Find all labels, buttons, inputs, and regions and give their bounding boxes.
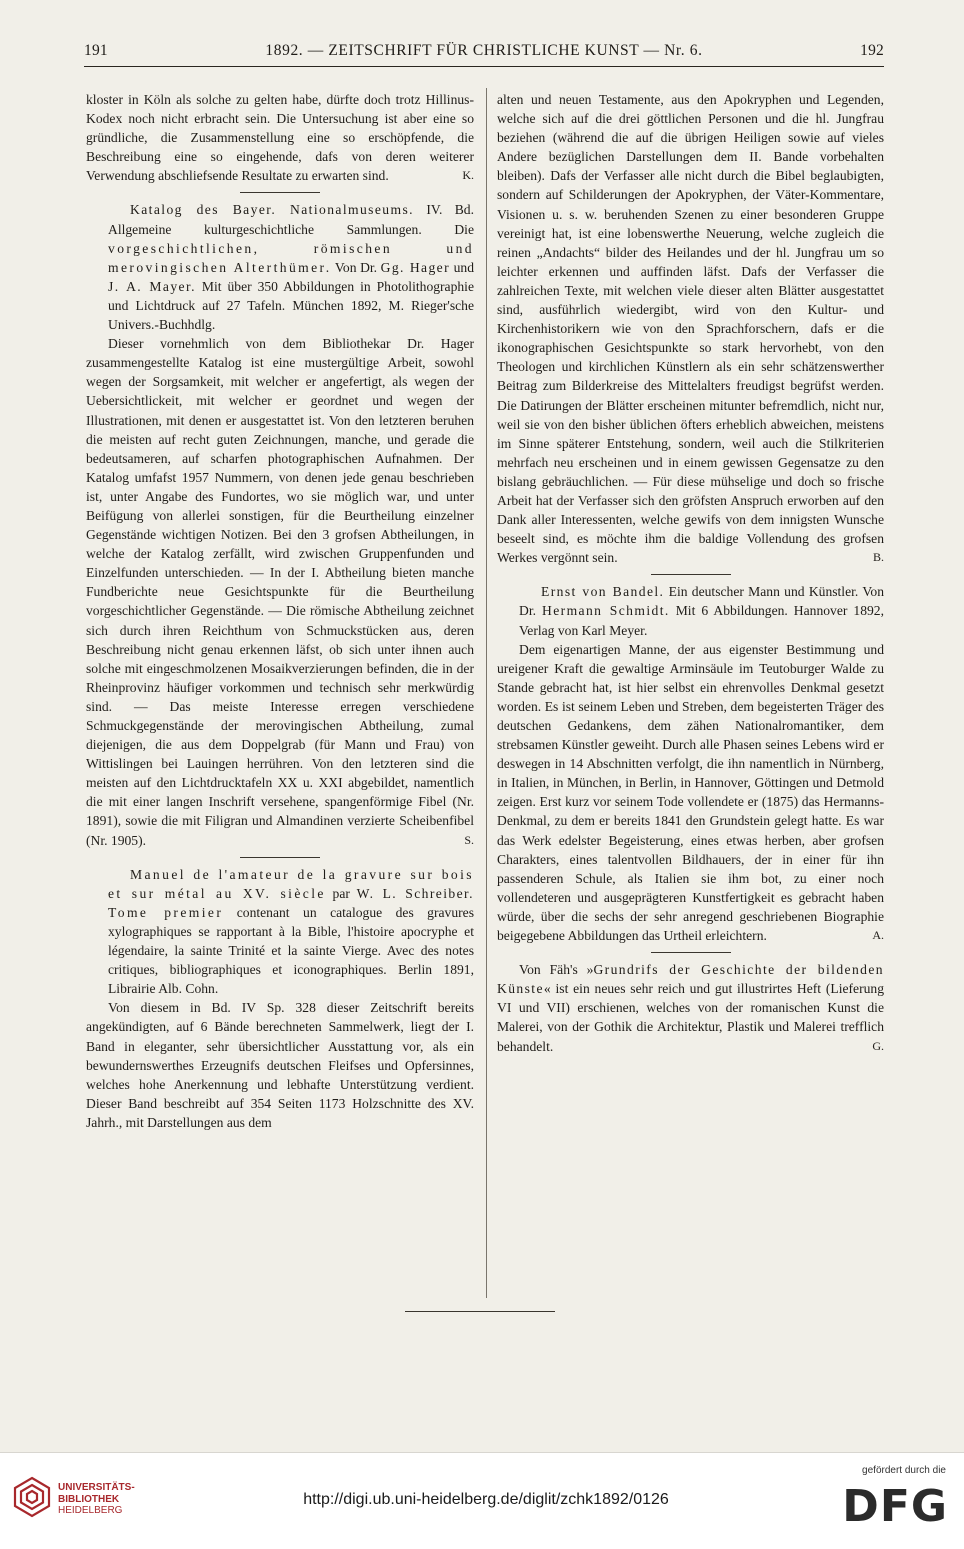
review-body-bandel: Dem eigenartigen Manne, der aus eigenster Bestimmung und ureigener Kraft die gewaltige Arminsäule im Teutoburger Walde zu Stande gebracht hat, ist hier selbst ein ehrenvolles Denkmal gesetzt worden. Es ist seinem Leben und Streben, dem begeisterten Träger des deutschen Gedankens, dem zähen Nationalromantiker, dem strebsamen Künstler geweiht. Durch alle Phasen seines Lebens wird er deswegen in 14 Abschnitten verfolgt, die ihn namentlich in Nürnberg, in Italien, in München, in Berlin, in Hannover, Göttingen und Detmold zeigen. Erst kurz vor seinem Tode vollendete er (1875) das Hermanns-Denkmal, zu dem er bereits 1841 den Grundstein gelegt hatte. Es war das Werk edelster Begeisterung, eines etwas herben, aber grofsen Charakters, eines talentvollen Bildhauers, der in einer für ihn passenderen Schule, als Italien sie ihm bot, zu einer noch vollendeteren und ausgeprägteren Kunstfertigkeit es gebracht haben würde, über die sechs der sehr anregend geschriebenen Biographie beigegebene Abbildungen das Urtheil erleichtern. A. (497, 640, 884, 946)
section-separator (240, 857, 320, 858)
right-column (497, 90, 884, 1056)
journal-title: 1892. — ZEITSCHRIFT FÜR CHRISTLICHE KUNST — Nr. 6. (265, 42, 703, 59)
review-body-manuel: Von diesem in Bd. IV Sp. 328 dieser Zeitschrift bereits angekündigten, auf 6 Bände berechneten Sammelwerk, liegt der I. Band in eleganter, sehr übersichtlicher Ausstattung vor, als ein bewundernswerthes Erzeugnifs deutschen Fleifses und Opfersinnes, welches hohe Anerkennung und lebhafte Unterstützung verdient. Dieser Band beschreibt auf 354 Seiten 1173 Holzschnitte des XV. Jahrh., mit Darstellungen aus dem (86, 1000, 474, 1130)
header-rule (84, 66, 884, 67)
dfg-logo-icon: DFG (842, 1481, 948, 1532)
page-end-rule (405, 1311, 555, 1312)
sponsor-label: gefördert durch die (862, 1465, 946, 1476)
review-heading-katalog: Katalog des Bayer. Nationalmuseums. IV. Bd. Allgemeine kulturgeschichtliche Sammlungen. Die vorgeschichtlichen, römischen und merovingischen Alterthümer. Von Dr. Gg. Hager und J. A. Mayer. Mit über 350 Abbildungen in Photolithographie und Lichtdruck auf 27 Tafeln. München 1892, M. Rieger'sche Univers.-Buchhdlg. (108, 202, 474, 333)
review-body-katalog: Dieser vornehmlich von dem Bibliothekar Dr. Hager zusammengestellte Katalog ist eine mustergültige Arbeit, sowohl wegen der Sorgsamkeit, mit welcher er angefertigt, als wegen der Uebersichtlickeit, mit welcher er geordnet und wegen der Illustrationen, mit denen er ausgestattet ist. Von den letzteren beruhen die meisten auf recht guten Zeichnungen, manche, und gerade die bedeutsameren, auf scharfen photographischen Aufnahmen. Der Katalog umfafst 1957 Nummern, von denen jede genau beschrieben ist, unter Angabe des Fundortes, wo sie möglich war, und unter Beifügung von allerlei sonstigen, für die Beurtheilung einzelner Gegenstände wichtigen Notizen. Bei den 3 grofsen Abtheilungen, in welche der Katalog zerfällt, wird zwischen Gruppenfunden und Einzelfunden unterschieden. — In der I. Abtheilung bieten manche Fundberichte neue Gesichtspunkte für die Beurtheilung vorgeschichtlicher Gegenstände. — Die römische Abtheilung zeichnet sich durch ihren Reichthum von Schmuckstücken aus, deren Beschreibung nicht genau erkennen läfst, ob sich unter ihnen auch solche mit eingeschmolzenen Mosaikverzierungen befinden, die in der Rheinprovinz häufiger vorkommen und technisch sehr merkwürdig sind. — Das meiste Interesse erregen verschiedene Schmuckgegenstände der merovingischen Abtheilung, zumal diejenigen, die aus dem Doppelgrab (für Mann und Frau) von Wittislingen bei Lauingen herrühren. Von den letzteren sind die meisten auf den Lichtdrucktafeln XX u. XXI abgebildet, namentlich die mit einer langen Inschrift versehene, spangenförmige Fibel (Nr. 1891), sowie die mit Filigran und Almandinen verzierte Scheibenfibel (Nr. 1905). S. (86, 334, 474, 850)
signature: S. (464, 832, 474, 847)
column-divider (486, 88, 487, 1298)
page-number-right: 192 (860, 42, 884, 59)
running-header (84, 42, 884, 60)
signature: B. (872, 550, 884, 565)
review-fah: Von Fäh's »Grundrifs der Geschichte der bildenden Künste« ist ein neues sehr reich und gut illustrirtes Heft (Lieferung VI und VII) erschienen, welches von der romanischen Kunst die Malerei, von der Gothik die Architektur, Plastik und Malerei trefflich behandelt. G. (497, 960, 884, 1055)
review-heading-manuel: Manuel de l'amateur de la gravure sur bois et sur métal au XV. siècle par W. L. Schreiber. Tome premier contenant un catalogue des gravures xylographiques se rapportant à la Bible, l'histoire apocryphe et légendaire, la sainte Trinité et la sainte Vierge. Avec des notes critiques, bibliographiques et iconographiques. Berlin 1891, Librairie Alb. Cohn. (108, 866, 474, 997)
signature: A. (872, 928, 884, 943)
university-library-logo-icon (12, 1475, 52, 1519)
review-body-manuel-continued: alten und neuen Testamente, aus den Apokryphen und Legenden, welche sich auf die drei göttlichen Personen und die hl. Jungfrau beziehen (während die auf die übrigen Heiligen sowie auf vieles Andere bezüglichen Darstellungen dem II. Bande vorbehalten bleiben). Dafs der Verfasser alle nicht durch die Bibel beglaubigten, sondern auf Schilderungen der Apokryphen, der Väter-Kommentare, Visionen u. s. w. beruhenden Szenen zu einer besonderen Gruppe vereinigt hat, ist eine lobenswerthe Neuerung, welche zugleich die reinen „Andachts“ bilder des Heilandes und der hl. Jungfrau um so leichter erkennen und auffinden läfst. Dafs der Verfasser die zahlreichen Texte, mit welchen viele dieser alten Blätter ausgestattet sind, ausführlich wiedergibt, wird von den Kultur- und Kirchenhistorikern wie von den Sprachforschern, dafs er die ikonographischen Gesichtspunkte so stark hervorhebt, von den Theologen und kirchlichen Künstlern als ein sehr schätzenswerther Beitrag zum Bilderkreise des Mittelalters freudigst begrüfst werden. Die Datirungen der Blätter erscheinen mitunter befremdlich, nicht nur, weil sie von den bisher üblichen öfters erheblich abweichen, meistens im Sinne späterer Entstehung, sondern, weil auch die Stilkriterien mehrfach neu erscheinen und in einem gewissen Gegensatze zu den bislang gebräuchlichen. — Für diese mühselige und doch so frische Arbeit hat der Verfasser sich den gröfsten Anspruch erworben auf den Dank aller Interessenten, welche gewifs von dem innigsten Wunsche beseelt sind, es möchte ihm die baldige Vollendung des grofsen Werkes vergönnt sein. B. (497, 90, 884, 567)
signature: K. (462, 168, 474, 183)
section-separator (651, 574, 731, 575)
section-separator (240, 192, 320, 193)
review-heading-bandel: Ernst von Bandel. Ein deutscher Mann und Künstler. Von Dr. Hermann Schmidt. Mit 6 Abbildungen. Hannover 1892, Verlag von Karl Meyer. (519, 584, 884, 638)
permalink-url[interactable]: http://digi.ub.uni-heidelberg.de/diglit/zchk1892/0126 (303, 1491, 669, 1508)
intro-paragraph: kloster in Köln als solche zu gelten habe, dürfte doch trotz Hillinus-Kodex noch nicht erbracht sein. Die Untersuchung ist aber eine so gründliche, die Zusammenstellung eine so erschöpfende, die Beschreibung eine so eingehende, dafs von deren weiterer Verwendung abschliefsende Resultate zu erwarten sind. K. (86, 90, 474, 185)
signature: G. (872, 1038, 884, 1053)
digitization-footer (0, 1452, 964, 1549)
page-number-left: 191 (84, 42, 108, 59)
library-name: UNIVERSITÄTS- BIBLIOTHEK HEIDELBERG (58, 1482, 135, 1516)
left-column (86, 90, 474, 1132)
section-separator (651, 952, 731, 953)
